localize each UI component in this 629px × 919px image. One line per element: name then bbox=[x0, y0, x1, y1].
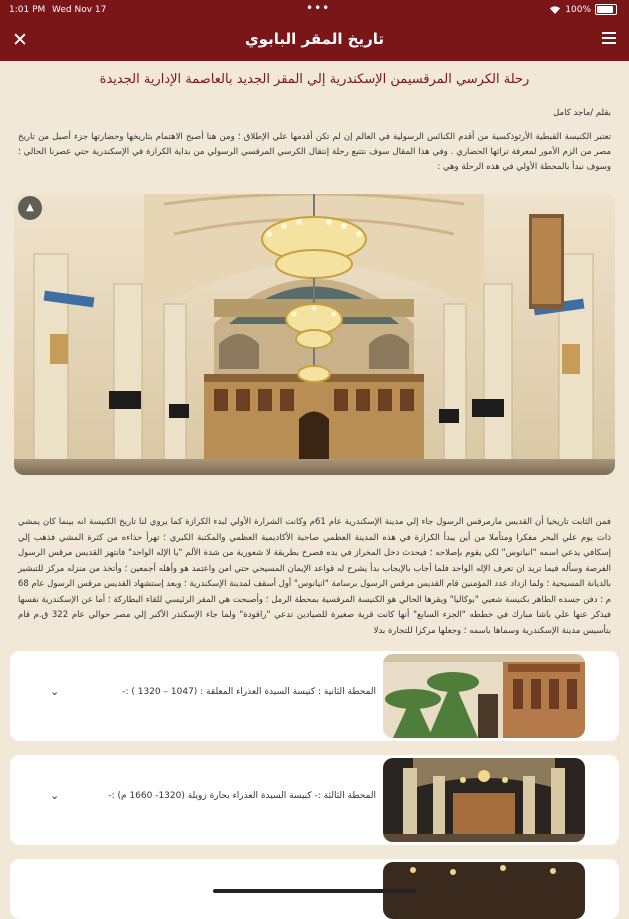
chevron-down-icon[interactable]: ⌄ bbox=[50, 789, 60, 802]
status-time: 1:01 PM bbox=[9, 5, 46, 15]
page-title: تاريخ المقر البابوي bbox=[244, 30, 385, 48]
wifi-icon bbox=[549, 5, 561, 15]
article-body: فمن الثابت تاريخيا أن القديس مارمرقس الرسول جاء إلي مدينة الإسكندرية عام 61م وكانت الشرارة الأولي لبدء الكرازة كما يروي لنا تاريخ الكنيسة انه بينما كان يمشي ذات يوم علي البحر مفكرا ومتأملا من أين يبدأ الكرازة في هذه المدينة العظمي صاحبة الأكاديمية العظمي والمكتبة الكبري ؛ تهرأ حذاءه من كثرة المشي فذهب إلي إسكافي يدعي اسمه "انيانوس" لكي يقوم بإصلاحه ؛ فيحدث دخل المخراز في يده فصرخ بطريقة لا شعورية من شدة الألم "يا الإله الواحد" فانتهز القديس مرقس الرسول الفرصة وسأله فيما تريد ان تعرف الإله الواحد فلما أجاب بالإيجاب بدأ يشرح له قواعد الإيمان المسيحي حتي امن واعتمد هو وأهله أجمعين ؛ وأتخذ من منزله مركز للتبشير بالديانة المسيحية ؛ ولما ازداد عدد المؤمنين قام القديس مرقس الرسول برسامة "انيانوس" أول أسقف لمدينة الإسكندرية ؛ وبعد إستشهاد القديس مرقس الرسول عام 68 م ؛ دفن جسده الطاهر بكنيسة شعبي "بوكاليا" ويقرها الحالي هو الكنيسة المرقسية بمحطة الرمل ؛ وأصبحت هي المقر الرئيسي للقاء البطاركة ؛ أما عن الإسكندرية نفسها فيذكر عنها علي باشا مبارك في خططه "الجزء السابع" أنها كانت قرية صغيرة للصيادين تدعي "راقودة" ولما جاء الإسكندر الأكبر إلي مصر حوالي عام 322 ق.م قام بتأسيس مدينة الإسكندرية وسماها باسمه ؛ وجعلها مركزا للتجارة بدلا bbox=[18, 517, 611, 636]
article-title: رحلة الكرسي المرقسيمن الإسكندرية إلي المقر الجديد بالعاصمة الإدارية الجديدة bbox=[99, 72, 530, 87]
home-indicator[interactable] bbox=[213, 889, 416, 893]
app-bar bbox=[0, 20, 629, 61]
hamburger-menu-icon[interactable] bbox=[602, 32, 616, 47]
close-icon[interactable]: ✕ bbox=[12, 29, 28, 51]
multitasking-dots-icon[interactable]: ••• bbox=[306, 1, 331, 15]
chevron-down-icon[interactable]: ⌄ bbox=[50, 685, 60, 698]
station-card[interactable] bbox=[10, 755, 619, 845]
station-label: المحطة الثالثة :- كنيسة السيدة العذراء بحارة زويلة (1320- 1660 م) :- bbox=[108, 791, 376, 801]
station-thumbnail bbox=[383, 654, 585, 738]
article-author: بقلم /ماجد كامل bbox=[553, 108, 611, 118]
status-right bbox=[549, 4, 617, 15]
station-thumbnail bbox=[383, 758, 585, 842]
status-date: Wed Nov 17 bbox=[52, 5, 107, 15]
battery-icon bbox=[595, 4, 617, 15]
church-interior-photo bbox=[14, 194, 615, 475]
battery-percent: 100% bbox=[565, 4, 591, 15]
arrow-up-icon: ▲ bbox=[26, 202, 34, 213]
station-label: المحطة الثانية : كنيسة السيدة العذراء المعلقة : (1047 – 1320 ) :- bbox=[122, 687, 376, 697]
station-card[interactable] bbox=[10, 651, 619, 741]
status-bar bbox=[0, 0, 629, 20]
article-intro: تعتبر الكنيسة القبطية الأرثوذكسية من أقدم الكنائس الرسولية في العالم إن لم تكن أقدمها علي الإطلاق ؛ ومن هنا أصبح الاهتمام بتاريخها وحضارتها جزء أصيل من تاريخ مصر من الزم الأمور لمعرفة تراثها الحضاري . وفي هذا المقال سوف نتتبع رحلة إنتقال الكرسي المرقسي الرسولي من بداية الكرازة في الإسكندرية حتي عصرنا الحالي ؛ وسوف نبدأ بالمحطة الأولي في هذه الرحلة وهي : bbox=[18, 132, 611, 172]
battery-level-fill bbox=[597, 6, 613, 13]
church-interior-illustration bbox=[14, 194, 615, 475]
scroll-up-button[interactable] bbox=[18, 196, 42, 220]
